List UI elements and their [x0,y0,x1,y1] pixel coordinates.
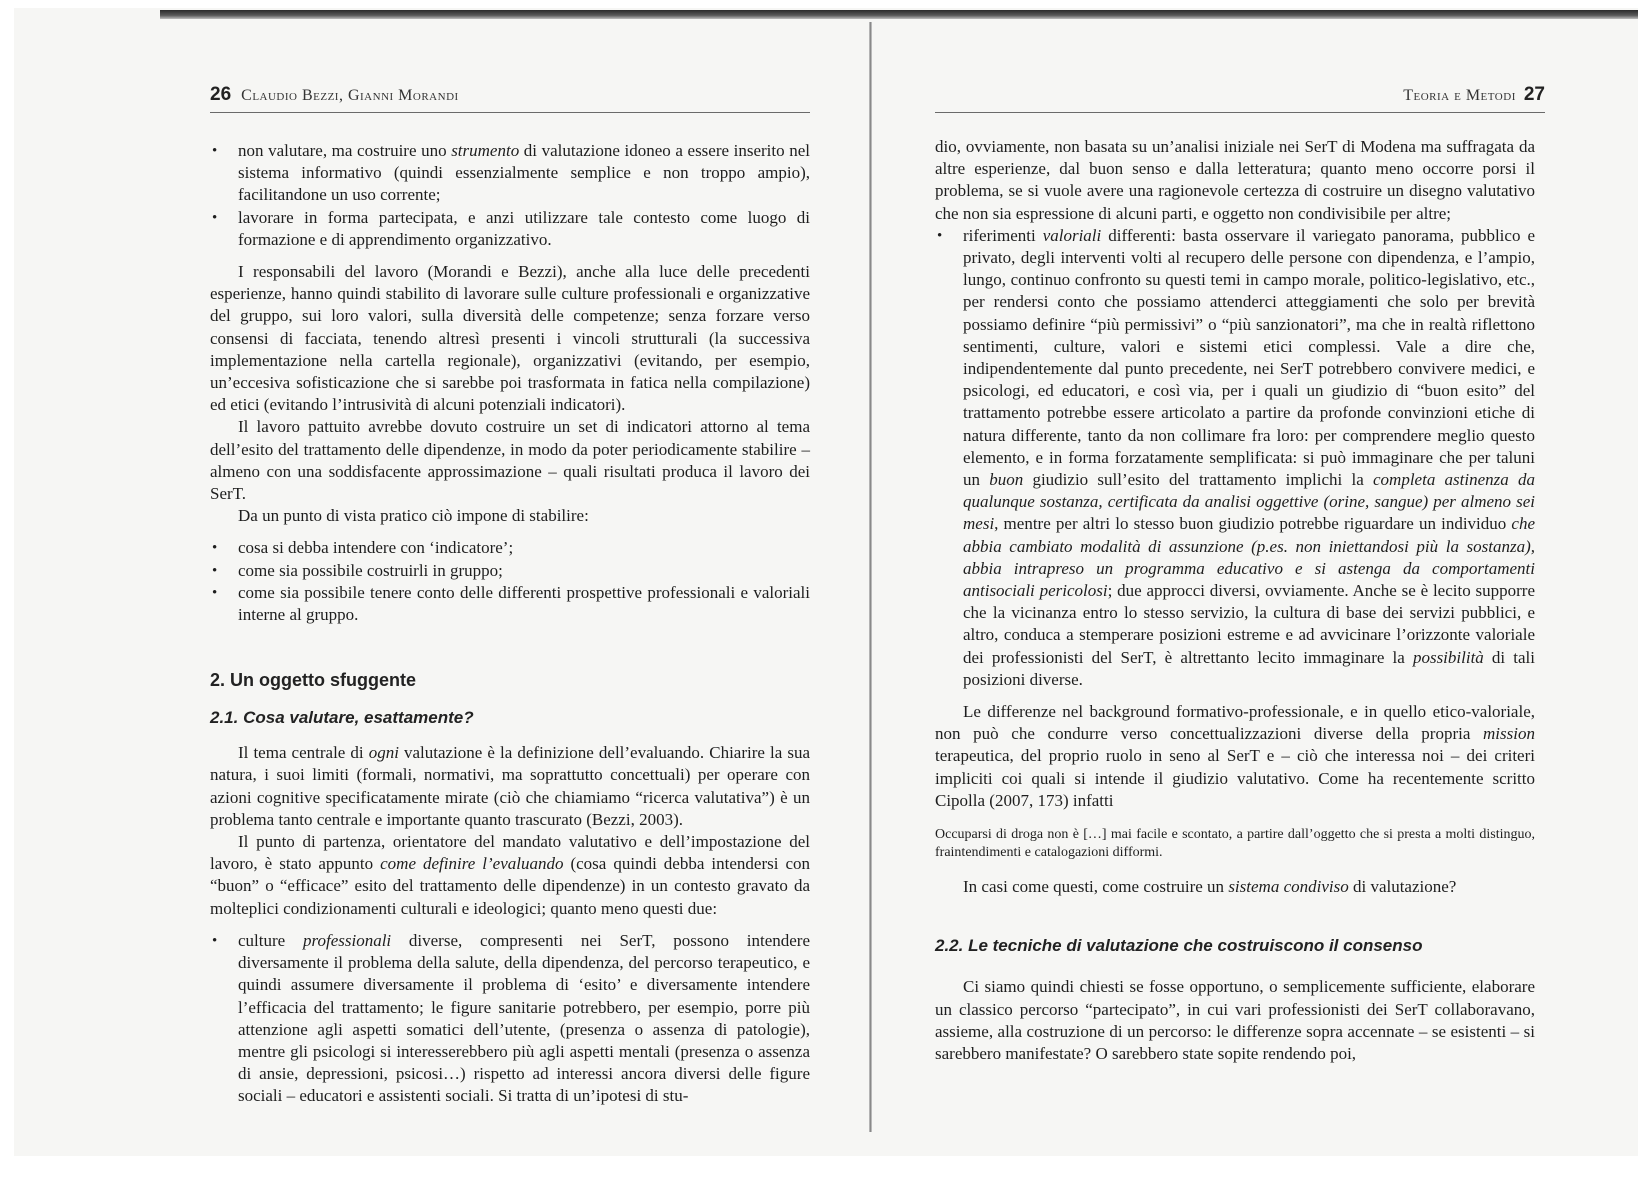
right-running-head [935,84,1545,113]
list-item: • come sia possibile tenere conto delle differenti prospettive professionali e valoriali interne al gruppo. [210,582,810,626]
scan-top-edge [160,10,1638,19]
bullet-list [935,225,1535,691]
bullet-list [210,140,810,251]
list-item: • riferimenti valoriali differenti: basta osservare il variegato panorama, pubblico e privato, degli interventi volti al recupero delle persone con dipendenza, e l’ampio, lungo, continuo confronto su questi temi in campo morale, politico-legislativo, etc., per rendersi conto che possiamo attenderci atteggiamenti che solo per brevità possiamo definire “più permissivi” o “più sanzionatori”, ma che in realtà riflettono sentimenti, culture, valori e sistemi etici complessi. Vale a dire che, indipendentemente dal punto precedente, nei SerT potrebbero convivere medici, e psicologi, ed educatori, e così via, per i quali un giudizio di “buon esito” del trattamento potrebbe essere articolato a partire da profonde convinzioni etiche di natura differente, tanto da non collimare fra loro: per comprendere meglio questo elemento, e in forma forzatamente semplificata: si può immaginare che per taluni un buon giudizio sull’esito del trattamento implichi la completa astinenza da qualunque sostanza, certificata da analisi oggettive (orine, sangue) per almeno sei mesi, mentre per altri lo stesso buon giudizio potrebbe riguardare un individuo che abbia cambiato modalità di assunzione (p.es. non iniettandosi più la sostanza), abbia intrapreso un programma educativo e si astenga da comportamenti antisociali pericolosi; due approcci diversi, ovviamente. Anche se è lecito supporre che la vicinanza entro lo stesso servizio, la cultura di base dei servizi pubblici, e altro, conduca a stemperare posizioni estreme e ad avvicinare l’orizzonte valoriale dei professionisti del SerT, è altrettanto lecito immaginare la possibilità di tali posizioni diverse. [935,225,1535,691]
paragraph: dio, ovviamente, non basata su un’analisi iniziale nei SerT di Modena ma suffragata da altre esperienze, dal buon senso e dalla letteratura; quanto meno occorre porsi il problema, se si vuole avere una ragionevole certezza di costruire un disegno valutativo che non sia espressione di alcuni parti, e oggetto non condivisibile per altre; [935,137,1535,223]
page-number: 27 [1523,84,1545,105]
block-quote: Occuparsi di droga non è […] mai facile e scontato, a partire dall’oggetto che si presta a molti distinguo, fraintendimenti e catalogazioni difformi. [935,827,1535,861]
running-title: Teoria e Metodi [1403,87,1516,104]
paragraph: Ci siamo quindi chiesti se fosse opportuno, o semplicemente sufficiente, elaborare un classico percorso “partecipato”, in cui vari professionisti dei SerT collaboravano, assieme, alla costruzione di un percorso: le differenze sopra accennate – se esistenti – si sarebbero manifestate? O sarebbero state sopite rendendo poi, [935,977,1535,1063]
paragraph: Da un punto di vista pratico ciò impone di stabilire: [238,506,589,526]
left-page-body [210,140,810,1108]
book-spine [869,22,872,1132]
bullet-list [210,930,810,1108]
list-item: • cosa si debba intendere con ‘indicatore’; [210,537,810,559]
section-heading: 2. Un oggetto sfuggente [210,670,416,691]
list-item: • non valutare, ma costruire uno strumento di valutazione idoneo a essere inserito nel sistema informativo (quindi essenzialmente semplice e non troppo ampio), facilitandone un uso corrente; [210,140,810,207]
left-running-head [210,84,810,113]
bullet-list [210,537,810,626]
paragraph: I responsabili del lavoro (Morandi e Bezzi), anche alla luce delle precedenti esperienze, hanno quindi stabilito di lavorare sulle culture professionali e organizzative del gruppo, sui loro valori, sulla diversità delle competenze; senza forzare verso consensi di facciata, tenendo altresì presenti i vincoli strutturali (la successiva implementazione nella cartella regionale), organizzativi (evitando, per esempio, un’eccesiva sofisticazione che si sarebbe poi trasformata in fatica nella compilazione) ed etici (evitando l’intrusività di alcuni potenziali indicatori). [210,262,810,415]
paragraph: Il lavoro pattuito avrebbe dovuto costruire un set di indicatori attorno al tema dell’esito del trattamento delle dipendenze, in modo da poter periodicamente stabilire – almeno con una soddisfacente approssimazione – quali risultati produca il lavoro dei SerT. [210,417,810,504]
paragraph: Il punto di partenza, orientatore del mandato valutativo e dell’impostazione del lavoro, è stato appunto come definire l’evaluando (cosa quindi debba intendersi con “buon” o “efficace” esito del trattamento delle dipendenze) in un contesto gravato da molteplici condizionamenti culturali e ideologici; quanto meno questi due: [210,832,810,918]
page-number: 26 [210,84,232,105]
paragraph: Il tema centrale di ogni valutazione è la definizione dell’evaluando. Chiarire la sua natura, i suoi limiti (formali, normativi, ma soprattutto concettuali) per operare con azioni cognitive specificatamente mirate (ciò che chiamiamo “ricerca valutativa”) è un problema tanto centrale e importante quanto trascurato (Bezzi, 2003). [210,743,810,829]
list-item: • lavorare in forma partecipata, e anzi utilizzare tale contesto come luogo di formazione e di apprendimento organizzativo. [210,207,810,251]
list-item: • culture professionali diverse, compresenti nei SerT, possono intendere diversamente il problema della salute, della dipendenza, del percorso terapeutico, e quindi assumere diversamente il problema di ‘esito’ e diversamente intendere l’efficacia del trattamento; le figure sanitarie potrebbero, per esempio, porre più attenzione agli aspetti somatici dell’utente, (presenza o assenza di patologie), mentre gli psicologi si interesserebbero più agli aspetti mentali (presenza o assenza di ansie, depressioni, psicosi…) rispetto ad interessi ancora diversi delle figure sociali – educatori e assistenti sociali. Si tratta di un’ipotesi di stu- [210,930,810,1108]
list-item: • come sia possibile costruirli in gruppo; [210,560,810,582]
running-title: Claudio Bezzi, Gianni Morandi [241,87,459,104]
paragraph: Le differenze nel background formativo-professionale, e in quello etico-valoriale, non può che condurre verso concettualizzazioni diverse della propria mission terapeutica, del proprio ruolo in seno al SerT e – ciò che interessa noi – dei criteri impliciti coi quali si intende il giudizio valutativo. Come ha recentemente scritto Cipolla (2007, 173) infatti [935,702,1535,810]
paragraph: In casi come questi, come costruire un sistema condiviso di valutazione? [963,877,1457,897]
subsection-heading: 2.1. Cosa valutare, esattamente? [210,708,474,728]
right-page-body [935,136,1535,1065]
subsection-heading: 2.2. Le tecniche di valutazione che costruiscono il consenso [935,936,1423,956]
